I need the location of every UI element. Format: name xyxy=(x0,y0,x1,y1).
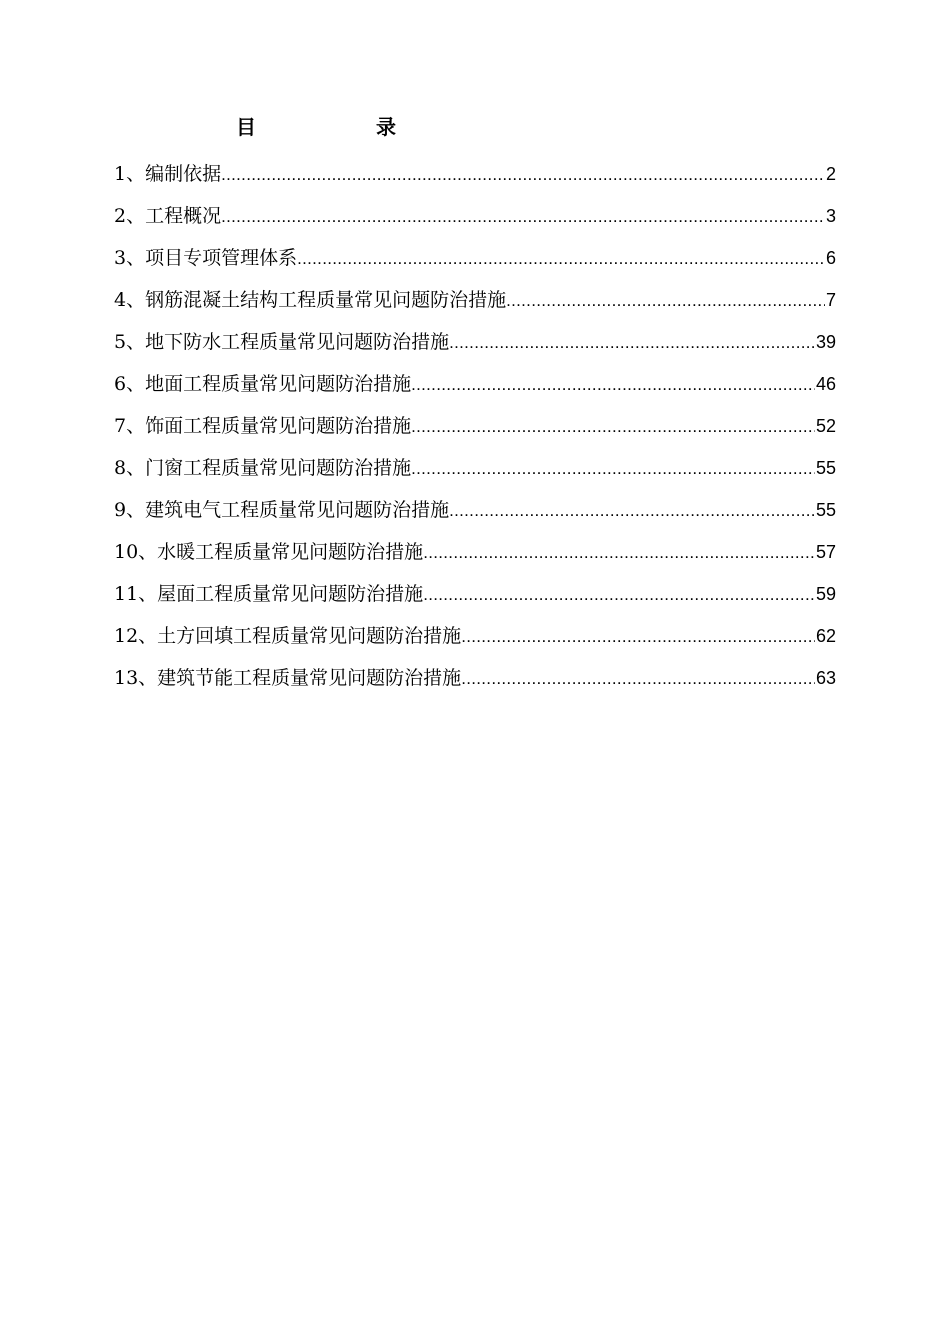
toc-entry-page: 59 xyxy=(815,584,836,604)
toc-leader-dots xyxy=(506,281,825,320)
toc-entry-page: 63 xyxy=(815,668,836,688)
toc-entry-label: 7、饰面工程质量常见问题防治措施 xyxy=(114,415,412,437)
toc-entry-page: 62 xyxy=(815,626,836,646)
toc-leader-dots xyxy=(297,239,825,278)
toc-entry[interactable] xyxy=(114,533,836,575)
toc-entry-label: 10、水暖工程质量常见问题防治措施 xyxy=(114,541,424,563)
toc-heading xyxy=(236,112,396,142)
toc-entry[interactable] xyxy=(114,323,836,365)
toc-entry-page: 2 xyxy=(825,164,836,184)
toc-entry[interactable] xyxy=(114,407,836,449)
toc-entry-page: 3 xyxy=(825,206,836,226)
toc-entry[interactable] xyxy=(114,575,836,617)
toc-entry[interactable] xyxy=(114,281,836,323)
toc-leader-dots xyxy=(423,533,815,572)
toc-leader-dots xyxy=(449,491,815,530)
toc-leader-dots xyxy=(423,575,815,614)
toc-leader-dots xyxy=(411,407,815,446)
toc-leader-dots xyxy=(461,617,815,656)
toc-entry-page: 39 xyxy=(815,332,836,352)
toc-entry[interactable] xyxy=(114,449,836,491)
toc-entry[interactable] xyxy=(114,617,836,659)
toc-entry-page: 55 xyxy=(815,500,836,520)
toc-entry[interactable] xyxy=(114,155,836,197)
toc-leader-dots xyxy=(221,155,825,194)
toc-entry-page: 52 xyxy=(815,416,836,436)
toc-entry-label: 11、屋面工程质量常见问题防治措施 xyxy=(114,583,424,605)
toc-entry-label: 9、建筑电气工程质量常见问题防治措施 xyxy=(114,499,450,521)
toc-entry-label: 5、地下防水工程质量常见问题防治措施 xyxy=(114,331,450,353)
toc-entry[interactable] xyxy=(114,239,836,281)
toc-leader-dots xyxy=(221,197,825,236)
toc-entry[interactable] xyxy=(114,491,836,533)
toc-entry-label: 3、项目专项管理体系 xyxy=(114,247,298,269)
toc-entry-label: 12、土方回填工程质量常见问题防治措施 xyxy=(114,625,462,647)
toc-entry-page: 6 xyxy=(825,248,836,268)
toc-entry-label: 4、钢筋混凝土结构工程质量常见问题防治措施 xyxy=(114,289,507,311)
toc-entry-label: 8、门窗工程质量常见问题防治措施 xyxy=(114,457,412,479)
toc-entry-label: 2、工程概况 xyxy=(114,205,222,227)
toc-entry-page: 55 xyxy=(815,458,836,478)
toc-entry[interactable] xyxy=(114,659,836,701)
toc-entry[interactable] xyxy=(114,197,836,239)
toc-list xyxy=(114,155,836,701)
toc-entry-page: 7 xyxy=(825,290,836,310)
toc-entry-label: 6、地面工程质量常见问题防治措施 xyxy=(114,373,412,395)
toc-entry-label: 13、建筑节能工程质量常见问题防治措施 xyxy=(114,667,462,689)
toc-leader-dots xyxy=(449,323,815,362)
toc-entry-page: 57 xyxy=(815,542,836,562)
toc-entry-label: 1、编制依据 xyxy=(114,163,222,185)
toc-heading-right: 录 xyxy=(376,115,396,139)
toc-leader-dots xyxy=(411,449,815,488)
toc-entry[interactable] xyxy=(114,365,836,407)
toc-heading-left: 目 xyxy=(236,115,256,139)
toc-leader-dots xyxy=(461,659,815,698)
toc-leader-dots xyxy=(411,365,815,404)
toc-entry-page: 46 xyxy=(815,374,836,394)
